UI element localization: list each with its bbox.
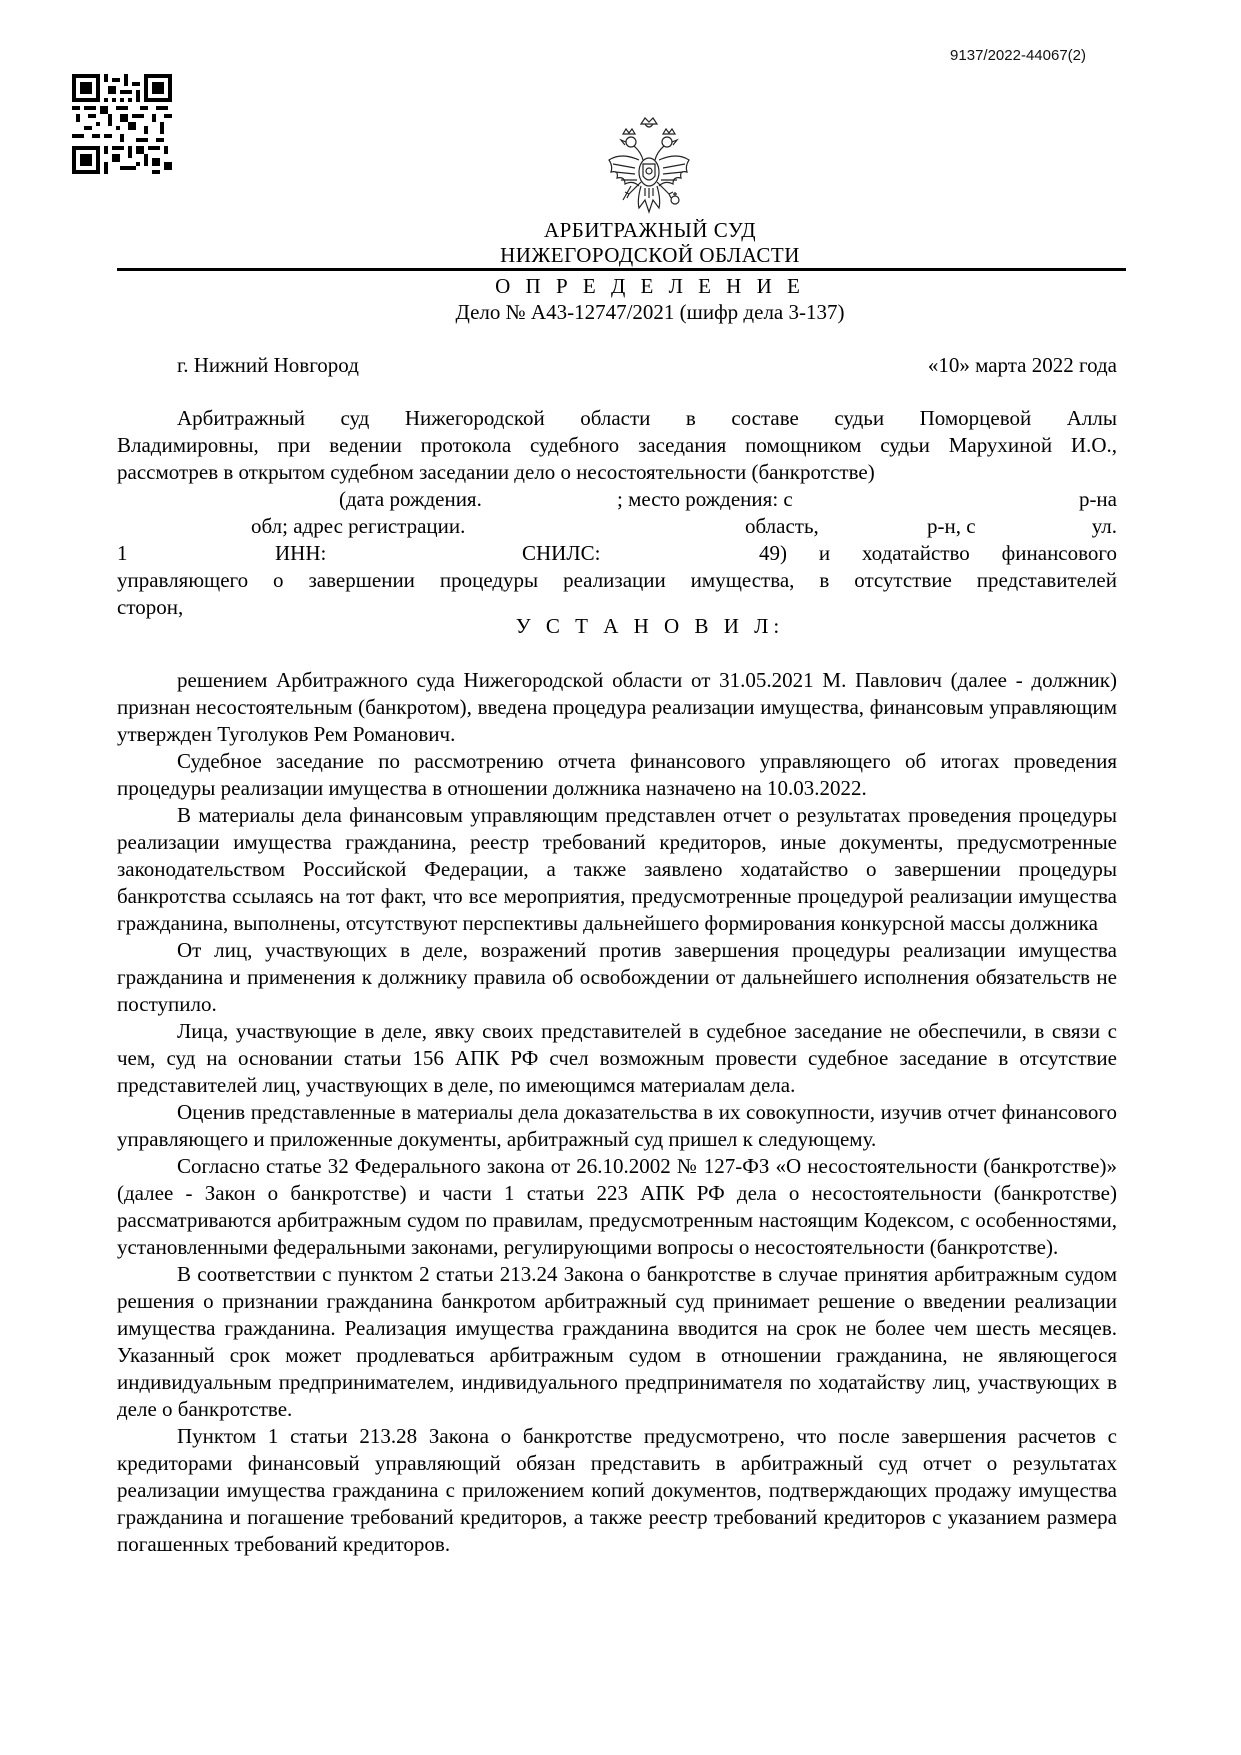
court-name-line1: АРБИТРАЖНЫЙ СУД	[543, 218, 757, 242]
section-heading-established: У С Т А Н О В И Л:	[515, 614, 785, 638]
intro-fragment: 49) и ходатайство финансового	[759, 541, 1117, 565]
body-paragraph: В материалы дела финансовым управляющим представлен отчет о результатах проведения процедуры реализации имущества гражданина, реестр требований кредиторов, иные документы, предусмотренные законодательством Российской Федерации, а также заявлено ходатайство о завершении процедуры банкротства ссылаясь на тот факт, что все мероприятия, предусмотренные процедурой реализации имущества гражданина, выполнены, отсутствуют перспективы дальнейшего формирования конкурсной массы должника	[117, 803, 1117, 935]
intro-line: управляющего о завершении процедуры реализации имущества, в отсутствие представителей	[117, 568, 1117, 592]
intro-line: Владимировны, при ведении протокола судебного заседания помощником судьи Марухиной И.О.,	[117, 433, 1117, 457]
body-paragraph: Пунктом 1 статьи 213.28 Закона о банкротстве предусмотрено, что после завершения расчетов с кредиторами финансовый управляющий обязан представить в арбитражный суд отчет о результатах реализации имущества гражданина с приложением копий документов, подтверждающих продажу имущества гражданина и погашение требований кредиторов, а также реестр требований кредиторов с указанием размера погашенных требований кредиторов.	[117, 1424, 1117, 1556]
intro-paragraph	[117, 405, 1117, 621]
intro-line: рассмотрев в открытом судебном заседании дело о несостоятельности (банкротстве)	[117, 460, 875, 484]
intro-line	[117, 486, 1117, 513]
intro-fragment: (дата рождения.	[339, 487, 482, 511]
intro-line	[117, 540, 1117, 567]
intro-fragment: ул.	[1091, 514, 1117, 538]
main-body	[117, 667, 1117, 1558]
body-paragraph: От лиц, участвующих в деле, возражений против завершения процедуры реализации имущества гражданина и применения к должнику правила об освобождении от дальнейшего исполнения обязательств не поступило.	[117, 938, 1117, 1016]
intro-fragment: область,	[745, 514, 819, 538]
case-number: Дело № А43-12747/2021 (шифр дела 3-137)	[455, 300, 845, 324]
intro-line: Арбитражный суд Нижегородской области в составе судьи Поморцевой Аллы	[177, 406, 1117, 430]
document-type: О П Р Е Д Е Л Е Н И Е	[495, 274, 805, 298]
body-paragraph: В соответствии с пунктом 2 статьи 213.24 Закона о банкротстве в случае принятия арбитражным судом решения о признании гражданина банкротом арбитражный суд принимает решение о введении реализации имущества гражданина. Реализация имущества гражданина вводится на срок не более чем шесть месяцев. Указанный срок может продлеваться арбитражным судом в отношении гражданина, не являющегося индивидуальным предпринимателем, индивидуального предпринимателя по ходатайству лиц, участвующих в деле о банкротстве.	[117, 1262, 1117, 1421]
intro-fragment: р-н, с	[927, 514, 976, 538]
intro-fragment: ИНН:	[275, 541, 327, 565]
intro-fragment: р-на	[1078, 487, 1117, 511]
intro-fragment: обл; адрес регистрации.	[251, 514, 466, 538]
qr-code-icon	[72, 74, 172, 174]
body-paragraph: Лица, участвующие в деле, явку своих представителей в судебное заседание не обеспечили, в связи с чем, суд на основании статьи 156 АПК РФ счел возможным провести судебное заседание в отсутствие представителей лиц, участвующих в деле, по имеющимся материалам дела.	[117, 1019, 1117, 1097]
body-paragraph: Оценив представленные в материалы дела доказательства в их совокупности, изучив отчет финансового управляющего и приложенные документы, арбитражный суд пришел к следующему.	[117, 1100, 1117, 1151]
body-paragraph: Согласно статье 32 Федерального закона от 26.10.2002 № 127-ФЗ «О несостоятельности (банкротстве)» (далее - Закон о банкротстве) и части 1 статьи 223 АПК РФ дела о несостоятельности (банкротстве) рассматриваются арбитражным судом по правилам, предусмотренным настоящим Кодексом, с особенностями, установленными федеральными законами, регулирующими вопросы о несостоятельности (банкротстве).	[117, 1154, 1117, 1259]
body-paragraph: Судебное заседание по рассмотрению отчета финансового управляющего об итогах проведения процедуры реализации имущества в отношении должника назначено на 10.03.2022.	[117, 749, 1117, 800]
intro-fragment: 1	[117, 541, 128, 565]
coat-of-arms-icon	[601, 116, 697, 222]
document-number: 9137/2022-44067(2)	[950, 47, 1086, 64]
intro-line	[117, 513, 1117, 540]
body-paragraph: решением Арбитражного суда Нижегородской области от 31.05.2021 М. Павлович (далее - должник) признан несостоятельным (банкротом), введена процедура реализации имущества, финансовым управляющим утвержден Туголуков Рем Романович.	[117, 668, 1117, 746]
intro-fragment: СНИЛС:	[522, 541, 601, 565]
decision-date: «10» марта 2022 года	[927, 353, 1117, 377]
intro-line: сторон,	[117, 595, 184, 619]
header-divider	[117, 268, 1126, 271]
intro-fragment: ; место рождения: с	[617, 487, 793, 511]
place: г. Нижний Новгород	[177, 353, 359, 377]
court-name-line2: НИЖЕГОРОДСКОЙ ОБЛАСТИ	[500, 243, 800, 267]
